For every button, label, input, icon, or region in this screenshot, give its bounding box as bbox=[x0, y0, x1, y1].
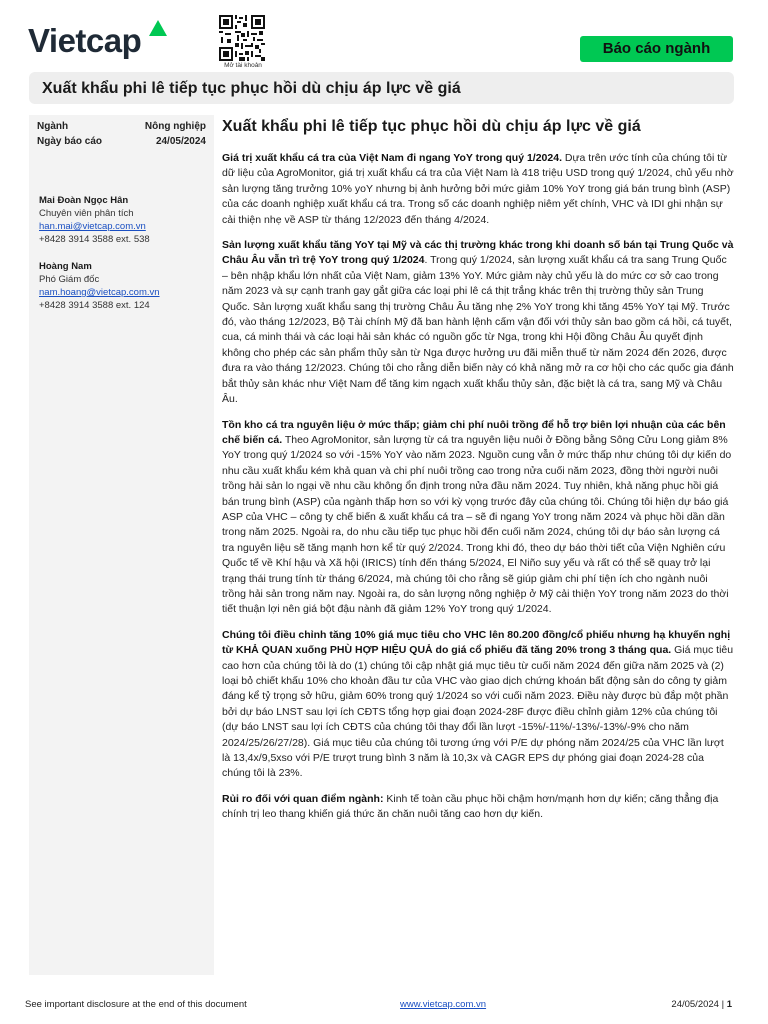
paragraph-target-price bbox=[222, 628, 734, 782]
sidebar bbox=[29, 115, 214, 975]
page-number: 1 bbox=[726, 999, 732, 1010]
vietcap-logo[interactable] bbox=[28, 22, 141, 60]
analyst-phone: +8428 3914 3588 ext. 124 bbox=[39, 300, 150, 311]
main-content bbox=[222, 117, 734, 833]
main-heading: Xuất khẩu phi lê tiếp tục phục hồi dù chịu áp lực về giá bbox=[222, 118, 641, 135]
analyst-email-link[interactable]: nam.hoang@vietcap.com.vn bbox=[39, 287, 160, 298]
report-type-badge: Báo cáo ngành bbox=[580, 36, 733, 62]
analyst-name: Mai Đoàn Ngọc Hân bbox=[39, 195, 129, 206]
analyst-role: Phó Giám đốc bbox=[39, 274, 100, 285]
paragraph-body: Kinh tế toàn cầu phục hồi chậm hơn/mạnh hơn dự kiến; căng thẳng địa chính trị leo thang khiến giá thức ăn chăn nuôi tăng cao hơn dự kiến. bbox=[222, 792, 719, 821]
paragraph-body: Giá mục tiêu cao hơn của chúng tôi là do (1) chúng tôi cập nhật giá mục tiêu từ cuối năm 2024 đến giữa năm 2025 và (2) loại bỏ chiết khấu 10% cho khoản đầu tư của VHC vào giao dịch chứng khoán bất động sản do công ty giảm đáng kể tỷ trọng sở hữu, giảm 60% trong quý 1/2024 so với cuối năm 2023. Điều này được bù đắp một phần bởi dự báo LNST sau lợi ích CĐTS tổng hợp giai đoạn 2024-28F được điều chỉnh giảm 12% của chúng tôi (dự báo LNST sau lợi ích CĐTS của chúng tôi thay đổi lần lượt -15%/-11%/-13%/-13%/-9% cho năm 2024/25/26/27/28). Giá mục tiêu của chúng tôi tương ứng với P/E dự phóng năm 2024/25 của VHC lần lượt là 13,4x/9,5xso với P/E trượt trung bình 3 năm là 10,3x và CAGR EPS dự phóng giai đoạn 2024-28 của chúng tôi là 23%. bbox=[222, 644, 734, 780]
website-link[interactable]: www.vietcap.com.vn bbox=[400, 999, 487, 1010]
report-date-value: 24/05/2024 bbox=[155, 136, 206, 147]
paragraph-export-volume bbox=[222, 238, 734, 407]
analyst-email-link[interactable]: han.mai@vietcap.com.vn bbox=[39, 221, 146, 232]
analyst-name: Hoàng Nam bbox=[39, 261, 92, 272]
disclosure-note: See important disclosure at the end of this document bbox=[25, 999, 247, 1010]
report-date-label: Ngày báo cáo bbox=[37, 136, 103, 147]
analyst-card bbox=[39, 194, 209, 246]
paragraph-lead: Rủi ro đối với quan điểm ngành: bbox=[222, 792, 384, 805]
report-date-row bbox=[37, 136, 206, 147]
paragraph-risks bbox=[222, 792, 734, 823]
qr-code-icon[interactable] bbox=[219, 15, 265, 61]
footer-date: 24/05/2024 | bbox=[671, 999, 725, 1010]
paragraph-lead: Giá trị xuất khẩu cá tra của Việt Nam đi ngang YoY trong quý 1/2024. bbox=[222, 152, 562, 164]
logo-triangle-icon bbox=[149, 20, 167, 36]
paragraph-lead: Sản lượng xuất khẩu tăng YoY tại Mỹ và các thị trường khác trong khi doanh số bán tại Trung Quốc và Châu Âu vẫn trì trệ YoY trong quý 1/2024 bbox=[222, 239, 734, 267]
sector-label: Ngành bbox=[37, 121, 69, 132]
paragraph-lead: Chúng tôi điều chỉnh tăng 10% giá mục tiêu cho VHC lên 80.200 đồng/cổ phiếu nhưng hạ khuyến nghị từ KHẢ QUAN xuống PHÙ HỢP HIỆU QUẢ do giá cổ phiếu đã tăng 20% trong 3 tháng qua. bbox=[222, 628, 731, 657]
page-footer bbox=[0, 996, 768, 1016]
paragraph-lead: Tồn kho cá tra nguyên liệu ở mức thấp; giảm chi phí nuôi trồng để hỗ trợ biên lợi nhuận của các bên chế biến cá. bbox=[222, 418, 726, 446]
qr-caption: Mở tài khoản bbox=[224, 62, 262, 69]
report-header bbox=[0, 0, 768, 70]
paragraph-inventory bbox=[222, 418, 734, 618]
report-title-bar bbox=[29, 72, 734, 104]
paragraph-export-value bbox=[222, 151, 734, 228]
paragraph-body: Theo AgroMonitor, sản lượng từ cá tra nguyên liệu nuôi ở Đồng bằng Sông Cửu Long giảm 8% YoY trong quý 1/2024 so với -15% YoY vào năm 2023. Nguồn cung vẫn ở mức thấp như chúng tôi dự kiến do nhu cầu xuất khẩu kém khả quan và chi phí nuôi trồng cao trong nửa cuối năm 2023, đồng thời người nuôi trồng hải sản lo ngại về nhu cầu không ổn định trong nửa đầu năm 2024. Tuy nhiên, khả năng phục hồi giá bán trung bình (ASP) của ngành thấp hơn so với kỳ vọng trước đây của chúng tôi. Chúng tôi hiện dự báo giá ASP của VHC – công ty chế biến & xuất khẩu cá tra – sẽ đi ngang YoY trong năm 2024 và phục hồi dần dần trong năm 2025. Ngoài ra, do nhu cầu tiếp tục phục hồi đến cuối năm 2024, chúng tôi dự báo sản lượng cá tra nguyên liệu sẽ tăng mạnh hơn kể từ quý 2/2024. Trong khi đó, theo dự báo thời tiết của Viện Nghiên cứu Quốc tế về Khí hậu và Xã hội (IRICS) tính đến tháng 5/2024, El Niño suy yếu và rất có thể sẽ quay trở lại trạng thái trung tính từ tháng 6/2024, mà chúng tôi cho rằng sẽ giúp giảm chi phí tiện ích cho ngành nuôi trồng hải sản trong năm nay. Ngoài ra, do sản lượng nông nghiệp ở Mỹ cải thiện YoY trong năm 2023 do thời tiết thuận lợi nên giá bột đậu nành đã giảm 12% YoY trong quý 1/2024. bbox=[222, 433, 732, 616]
sector-row bbox=[37, 121, 206, 132]
analyst-card bbox=[39, 260, 209, 312]
paragraph-body: . Trong quý 1/2024, sản lượng xuất khẩu cá tra sang Trung Quốc – bên nhập khẩu lớn nhất của Việt Nam, giảm 13% YoY. Mức giảm này chủ yếu là do mức cơ sở cao trong năm 2023 và sự cạnh tranh gay gắt giữa các loại phi lê cá thịt trắng khác trên thị trường thủy sản Trung Quốc. Sản lượng xuất khẩu sang thị trường Châu Âu tăng nhẹ 2% YoY trong khi tăng 45% YoY tại Mỹ. Trước đó, vào tháng 12/2023, Bộ Tài chính Mỹ đã ban hành lệnh cấm vận đối với thủy sản bao gồm cá hồi, cá tuyết, cua, cá minh thái và các loại hải sản khác có nguồn gốc từ Nga, trong khi Hội đồng Châu Âu quyết định không cho phép các sản phẩm thủy sản từ Nga được hưởng ưu đãi miễn thuế từ năm 2024 đến 2026, được đưa ra vào tháng 12/2023. Chúng tôi cho rằng diễn biến này có khả năng mở ra cơ hội cho các quốc gia đánh bắt thủy sản khác như Việt Nam để tăng kim ngạch xuất khẩu thủy sản, đặc biệt là cá tra, sang Mỹ và Châu Âu. bbox=[222, 254, 734, 406]
sector-value: Nông nghiệp bbox=[144, 121, 206, 132]
analyst-role: Chuyên viên phân tích bbox=[39, 208, 134, 219]
brand-name: Vietcap bbox=[28, 22, 142, 59]
analyst-phone: +8428 3914 3588 ext. 538 bbox=[39, 234, 150, 245]
report-title: Xuất khẩu phi lê tiếp tục phục hồi dù chịu áp lực về giá bbox=[42, 80, 461, 97]
paragraph-body: Dựa trên ước tính của chúng tôi từ dữ liệu của AgroMonitor, giá trị xuất khẩu cá tra của Việt Nam là 418 triệu USD trong quý 1/2024, chủ yếu nhờ sản lượng tăng trưởng 10% yoY nhưng bị ảnh hưởng bởi mức giảm 10% YoY trong giá bán trung bình (ASP) của các doanh nghiệp xuất khẩu cá tra. Trong số các doanh nghiệp niêm yết chính, VHC và IDI ghi nhận sự cải thiện nhẹ về ASP từ tháng 12/2023 đến tháng 4/2024. bbox=[222, 152, 734, 226]
footer-date-page bbox=[671, 999, 732, 1010]
